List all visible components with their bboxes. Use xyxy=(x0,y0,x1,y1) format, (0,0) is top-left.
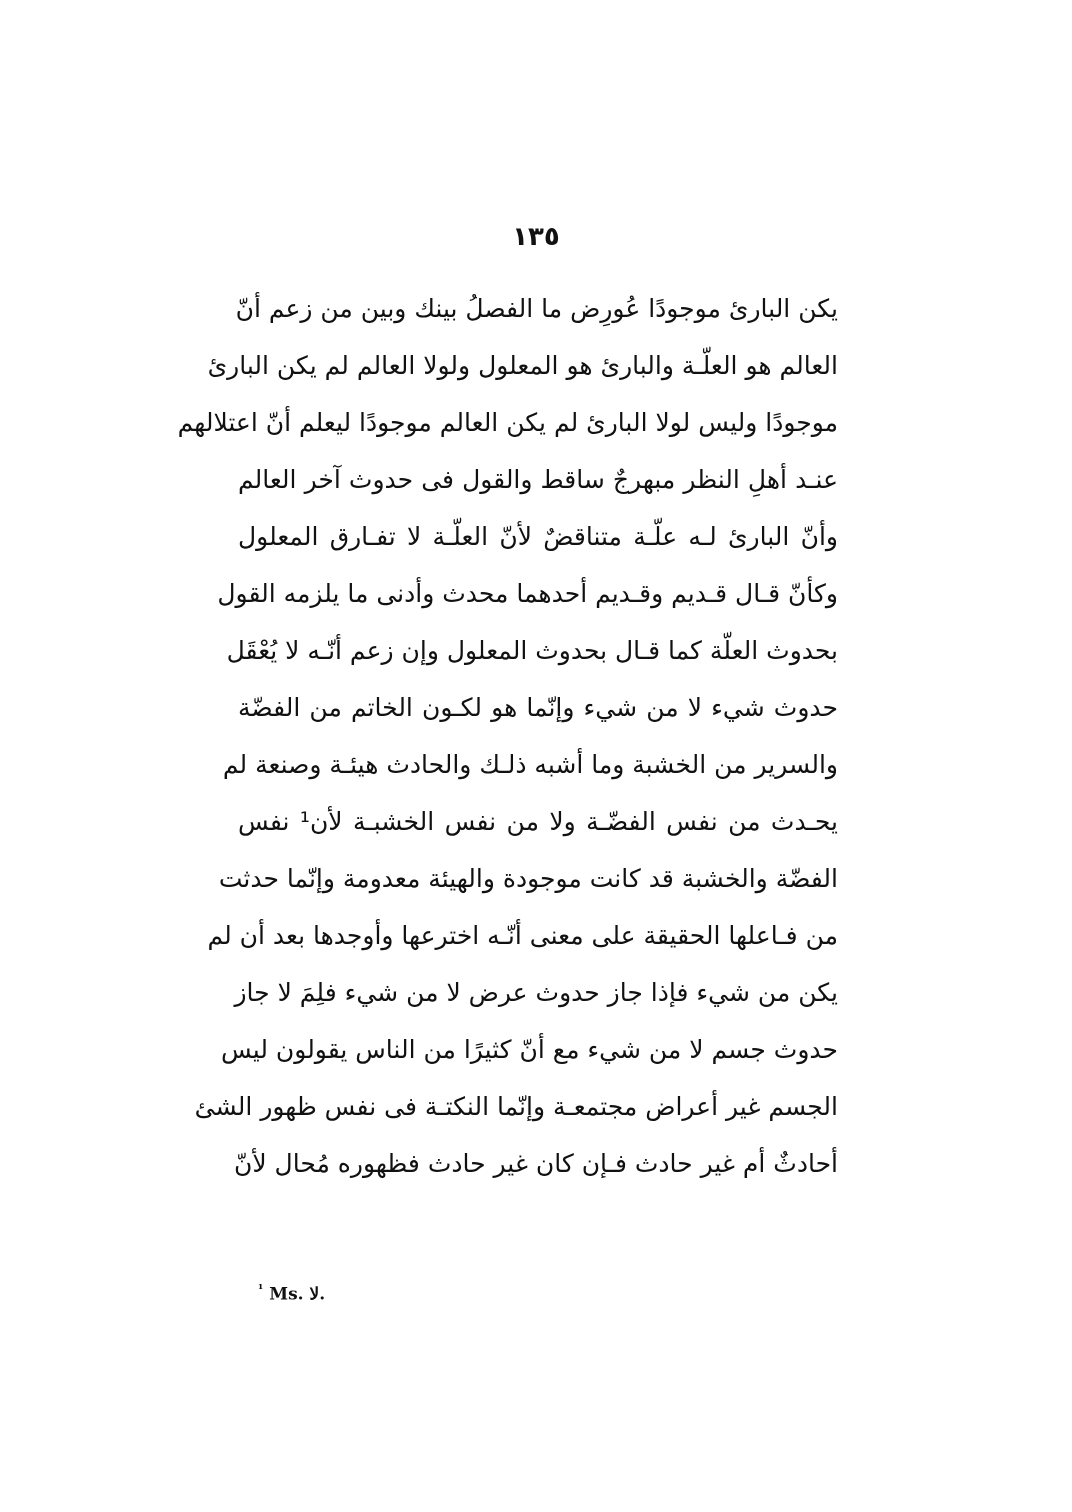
text-line-4: عنـد أهلِ النظر مبهرجٌ ساقط والقول فى حدوث آخر العالم xyxy=(238,465,838,494)
text-line-12: من فـاعلها الحقيقة على معنى أنّـه اخترعها وأوجدها بعد أن لم xyxy=(207,921,838,950)
text-line-6: وكأنّ قـال قـديم وقـديم أحدهما محدث وأدنى ما يلزمه القول xyxy=(217,579,838,608)
footnote-marker: ¹ xyxy=(258,1282,264,1296)
text-line-2: العالم هو العلّـة والبارئ هو المعلول ولولا العالم لم يكن البارئ xyxy=(207,351,838,380)
text-line-5: وأنّ البارئ لـه علّـة متناقضٌ لأنّ العلّـة لا تفـارق المعلول xyxy=(238,522,838,551)
text-line-11: الفضّة والخشبة قد كانت موجودة والهيئة معدومة وإنّما حدثت xyxy=(218,864,838,893)
text-line-10: يحـدث من نفس الفضّـة ولا من نفس الخشبـة لأن¹ نفس xyxy=(238,807,838,836)
text-line-13: يكن من شيء فإذا جاز حدوث عرض لا من شيء فلِمَ لا جاز xyxy=(234,978,838,1007)
text-line-3: موجودًا وليس لولا البارئ لم يكن العالم موجودًا ليعلم أنّ اعتلالهم xyxy=(177,408,838,437)
main-text-block xyxy=(177,280,838,1192)
text-line-15: الجسم غير أعراض مجتمعـة وإنّما النكتـة فى نفس ظهور الشئ xyxy=(194,1092,838,1121)
text-line-16: أحادثٌ أم غير حادث فـإن كان غير حادث فظهوره مُحال لأنّ xyxy=(233,1149,838,1178)
footnote-text: Ms. لا. xyxy=(269,1284,326,1305)
page-number: ١٣٥ xyxy=(512,222,560,252)
footnote xyxy=(258,1282,325,1305)
text-line-14: حدوث جسم لا من شيء مع أنّ كثيرًا من الناس يقولون ليس xyxy=(220,1035,838,1064)
text-line-8: حدوث شيء لا من شيء وإنّما هو لكـون الخاتم من الفضّة xyxy=(238,693,838,722)
text-line-1: يكن البارئ موجودًا عُورِض ما الفصلُ بينك وبين من زعم أنّ xyxy=(235,294,838,323)
text-line-7: بحدوث العلّة كما قـال بحدوث المعلول وإن زعم أنّـه لا يُعْقَل xyxy=(226,636,838,665)
text-line-9: والسرير من الخشبة وما أشبه ذلـك والحادث هيئـة وصنعة لم xyxy=(222,750,838,779)
